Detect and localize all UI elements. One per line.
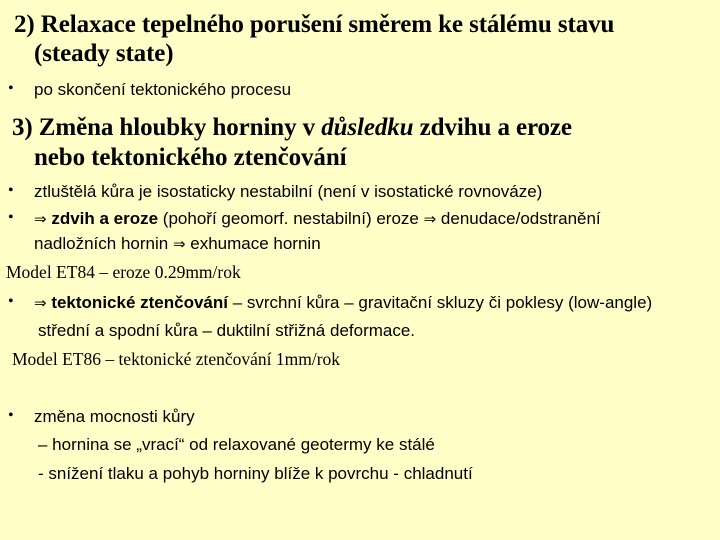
bullet-text-3c-line2: střední a spodní kůra – duktilní střižná deformace. (38, 321, 416, 340)
heading-3-number: 3) (12, 114, 39, 141)
bullet-3b-text2: denudace/odstranění (436, 209, 601, 228)
bullet-3b-bold: zdvih a eroze (51, 209, 159, 228)
bullet-text-3c-line1 (34, 294, 652, 311)
bullet-text-3a: ztluštělá kůra je isostaticky nestabilní (není v isostatické rovnováze) (34, 182, 543, 201)
bullet-3b-line2-text2: exhumace hornin (185, 234, 321, 253)
bullet-3c-text: – svrchní kůra – gravitační skluzy či poklesy (low-angle) (227, 293, 653, 312)
bullet-text-3b-line1 (34, 210, 601, 227)
heading-3-text: Změna hloubky horniny v (38, 114, 322, 141)
text-4-line2: – hornina se „vrací“ od relaxované geotermy ke stálé (38, 435, 435, 454)
bullet-3b-line2-text1: nadložních hornin (34, 234, 173, 253)
implies-arrow-icon: ⇒ (34, 210, 47, 228)
bullet-marker: • (8, 209, 14, 226)
implies-arrow-icon: ⇒ (34, 294, 47, 312)
bullet-marker: • (8, 182, 14, 199)
bullet-text-3b-line2 (34, 235, 321, 252)
bullet-text-4: změna mocnosti kůry (34, 407, 195, 426)
heading-2-line1: 2) Relaxace tepelného porušení směrem ke stálému stavu (14, 11, 615, 38)
heading-2-line2: (steady state) (34, 40, 174, 67)
implies-arrow-icon: ⇒ (172, 235, 186, 253)
bullet-text-2a: po skončení tektonického procesu (34, 80, 292, 99)
bullet-3b-text1: (pohoří geomorf. nestabilní) eroze (158, 209, 424, 228)
model-et86: Model ET86 – tektonické ztenčování 1mm/rok (12, 349, 341, 369)
heading-3-line2: nebo tektonického ztenčování (34, 144, 347, 171)
text-4-line3: - snížení tlaku a pohyb horniny blíže k povrchu - chladnutí (38, 464, 473, 483)
bullet-marker: • (8, 80, 14, 97)
implies-arrow-icon: ⇒ (423, 210, 437, 228)
bullet-marker: • (8, 293, 14, 310)
heading-3-italic: důsledku (321, 114, 414, 141)
model-et84: Model ET84 – eroze 0.29mm/rok (6, 262, 241, 282)
bullet-3c-bold: tektonické ztenčování (51, 293, 228, 312)
heading-3-end: zdvihu a eroze (413, 114, 572, 141)
heading-3-line1 (12, 115, 572, 140)
bullet-marker: • (8, 407, 14, 424)
